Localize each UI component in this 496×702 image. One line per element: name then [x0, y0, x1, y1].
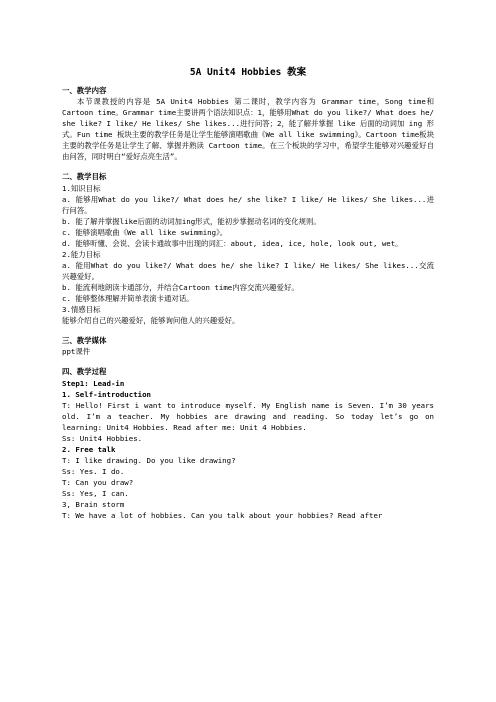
objective-line: a. 能用What do you like?/ What does he/ she like? I like/ He likes/ She likes...交流兴趣爱好。: [62, 260, 434, 281]
objective-line: c. 能够整体理解并简单表演卡通对话。: [62, 293, 194, 303]
objective-line: d. 能够听懂、会说、会读卡通故事中出现的词汇：about, idea, ice, hole, look out, wet。: [62, 238, 403, 248]
dialogue-line: Ss: Yes, I can.: [62, 488, 129, 498]
document-page: [62, 66, 434, 521]
media-text: ppt课件: [62, 347, 91, 357]
dialogue-line: T: I like drawing. Do you like drawing?: [62, 455, 236, 465]
objectives-list: [62, 183, 434, 326]
objective-line: a. 能够用What do you like?/ What does he/ she like? I like/ He likes/ She likes...进行问答。: [62, 194, 434, 215]
section-heading-process: 四、教学过程: [62, 367, 107, 377]
objective-line: 能够介绍自己的兴趣爱好，能够询问他人的兴趣爱好。: [62, 315, 240, 325]
sub-heading: 2. Free talk: [62, 444, 116, 454]
dialogue-line: T: Can you draw?: [62, 477, 134, 487]
section-heading-content: 一、教学内容: [62, 86, 107, 95]
dialogue-line: Ss: Unit4 Hobbies.: [62, 433, 143, 443]
step-heading: Step1: Lead-in: [62, 378, 125, 388]
objective-line: b. 能了解并掌握like后面的动词加ing形式，能初步掌握动名词的变化规则。: [62, 216, 321, 226]
objective-line: 2.能力目标: [62, 249, 101, 259]
section-heading-objectives: 二、教学目标: [62, 172, 107, 182]
dialogue-line: T: We have a lot of hobbies. Can you talk about your hobbies? Read after: [62, 510, 383, 520]
section-heading-media: 三、教学媒体: [62, 335, 107, 345]
objective-line: 3.情感目标: [62, 304, 101, 314]
dialogue-line: 3, Brain storm: [62, 499, 125, 509]
sub-heading: 1. Self-introduction: [62, 389, 151, 399]
dialogue-line: Ss: Yes. I do.: [62, 466, 125, 476]
section-content-paragraph: 本节课教授的内容是 5A Unit4 Hobbies 第二课时，教学内容为 Grammar time，Song time和Cartoon time。Grammar time主要讲两个语法知识点：1，能够用What do you like?/ What does he/ she like? I like/ He likes/ She likes...进行问答；2，能了解并掌握 like 后面的动词加 ing 形式。Fun time 板块主要的教学任务是让学生能够演唱歌曲《We all like swimming》。Cartoon time板块主要的教学任务是让学生了解、掌握并熟读 Cartoon time。在三个板块的学习中，希望学生能够对兴趣爱好自由问答，同时明白“爱好点亮生活”。: [62, 97, 434, 162]
document-title: 5A Unit4 Hobbies 教案: [189, 67, 307, 78]
objective-line: 1.知识目标: [62, 183, 101, 193]
objective-line: b. 能流利地朗读卡通部分，并结合Cartoon time内容交流兴趣爱好。: [62, 282, 299, 292]
objective-line: c. 能够演唱歌曲《We all like swimming》。: [62, 227, 228, 237]
dialogue-line: T: Hello! First i want to introduce myself. My English name is Seven. I’m 30 years old. I’m a teacher. My hobbies are drawing and reading. So today let’s go on learning: Unit4 Hobbies. Read after me: Unit 4 Hobbies.: [62, 400, 434, 432]
